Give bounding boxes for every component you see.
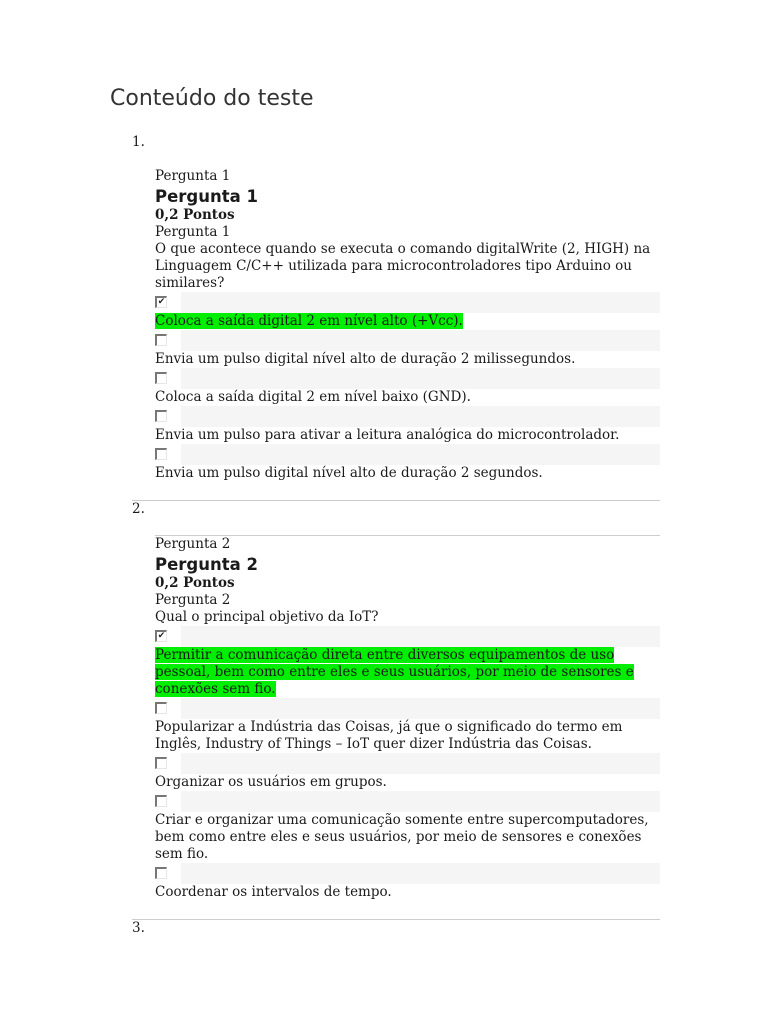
question-number: 1. [132,134,145,150]
answer-option-text: Popularizar a Indústria das Coisas, já que o significado do termo em Inglês, Industry of Things – IoT quer dizer Indústria das Coisas. [155,719,623,752]
answer-option-text: Organizar os usuários em grupos. [155,774,387,790]
answer-option-row[interactable] [181,791,660,812]
answer-checkbox[interactable] [155,296,167,308]
answer-option-text: Coloca a saída digital 2 em nível baixo (GND). [155,389,471,405]
page-title: Conteúdo do teste [110,86,314,111]
question-text: O que acontece quando se executa o comando digitalWrite (2, HIGH) na Linguagem C/C++ utilizada para microcontroladores tipo Arduino ou similares? [155,241,651,291]
question-label-repeat: Pergunta 2 [155,592,231,608]
answer-checkbox[interactable] [155,867,167,879]
answer-option-row[interactable] [181,406,660,427]
question-points: 0,2 Pontos [155,575,235,591]
answer-option-text: Envia um pulso para ativar a leitura analógica do microcontrolador. [155,427,620,443]
checkmark-icon: ✔ [157,297,166,307]
answer-option-row[interactable] [181,444,660,465]
question-heading: Pergunta 2 [155,555,258,574]
answer-option-row[interactable] [181,753,660,774]
answer-option-row[interactable] [157,292,660,313]
question-number: 2. [132,501,145,517]
answer-option-text: Envia um pulso digital nível alto de duração 2 segundos. [155,465,543,481]
question-points: 0,2 Pontos [155,207,235,223]
question-block [155,536,660,901]
answer-checkbox[interactable] [155,334,167,346]
question-label-repeat: Pergunta 1 [155,224,231,240]
answer-checkbox[interactable] [155,410,167,422]
answer-option-row[interactable] [181,863,660,884]
question-label: Pergunta 2 [155,536,231,552]
answer-option-text: Permitir a comunicação direta entre diversos equipamentos de uso pessoal, bem como entre eles e seus usuários, por meio de sensores e conexões sem fio. [155,647,634,697]
answer-option-row[interactable] [181,698,660,719]
answer-checkbox[interactable] [155,702,167,714]
answer-option-text: Criar e organizar uma comunicação somente entre supercomputadores, bem como entre eles e seus usuários, por meio de sensores e conexões sem fio. [155,812,649,862]
question-heading: Pergunta 1 [155,187,258,206]
question-number: 3. [132,920,145,936]
answer-checkbox[interactable] [155,795,167,807]
answer-checkbox[interactable] [155,757,167,769]
answer-option-text: Envia um pulso digital nível alto de duração 2 milissegundos. [155,351,576,367]
question-divider [132,919,660,920]
answer-checkbox[interactable] [155,372,167,384]
answer-option-row[interactable] [181,330,660,351]
answer-option-row[interactable] [181,368,660,389]
answer-option-row[interactable] [157,626,660,647]
question-block [155,168,660,482]
answer-checkbox[interactable] [155,448,167,460]
question-text: Qual o principal objetivo da IoT? [155,609,379,625]
checkmark-icon: ✔ [157,631,166,641]
question-divider [132,500,660,501]
answer-option-text: Coloca a saída digital 2 em nível alto (+Vcc). [155,313,463,329]
question-label: Pergunta 1 [155,168,231,184]
answer-option-text: Coordenar os intervalos de tempo. [155,884,392,900]
answer-checkbox[interactable] [155,630,167,642]
